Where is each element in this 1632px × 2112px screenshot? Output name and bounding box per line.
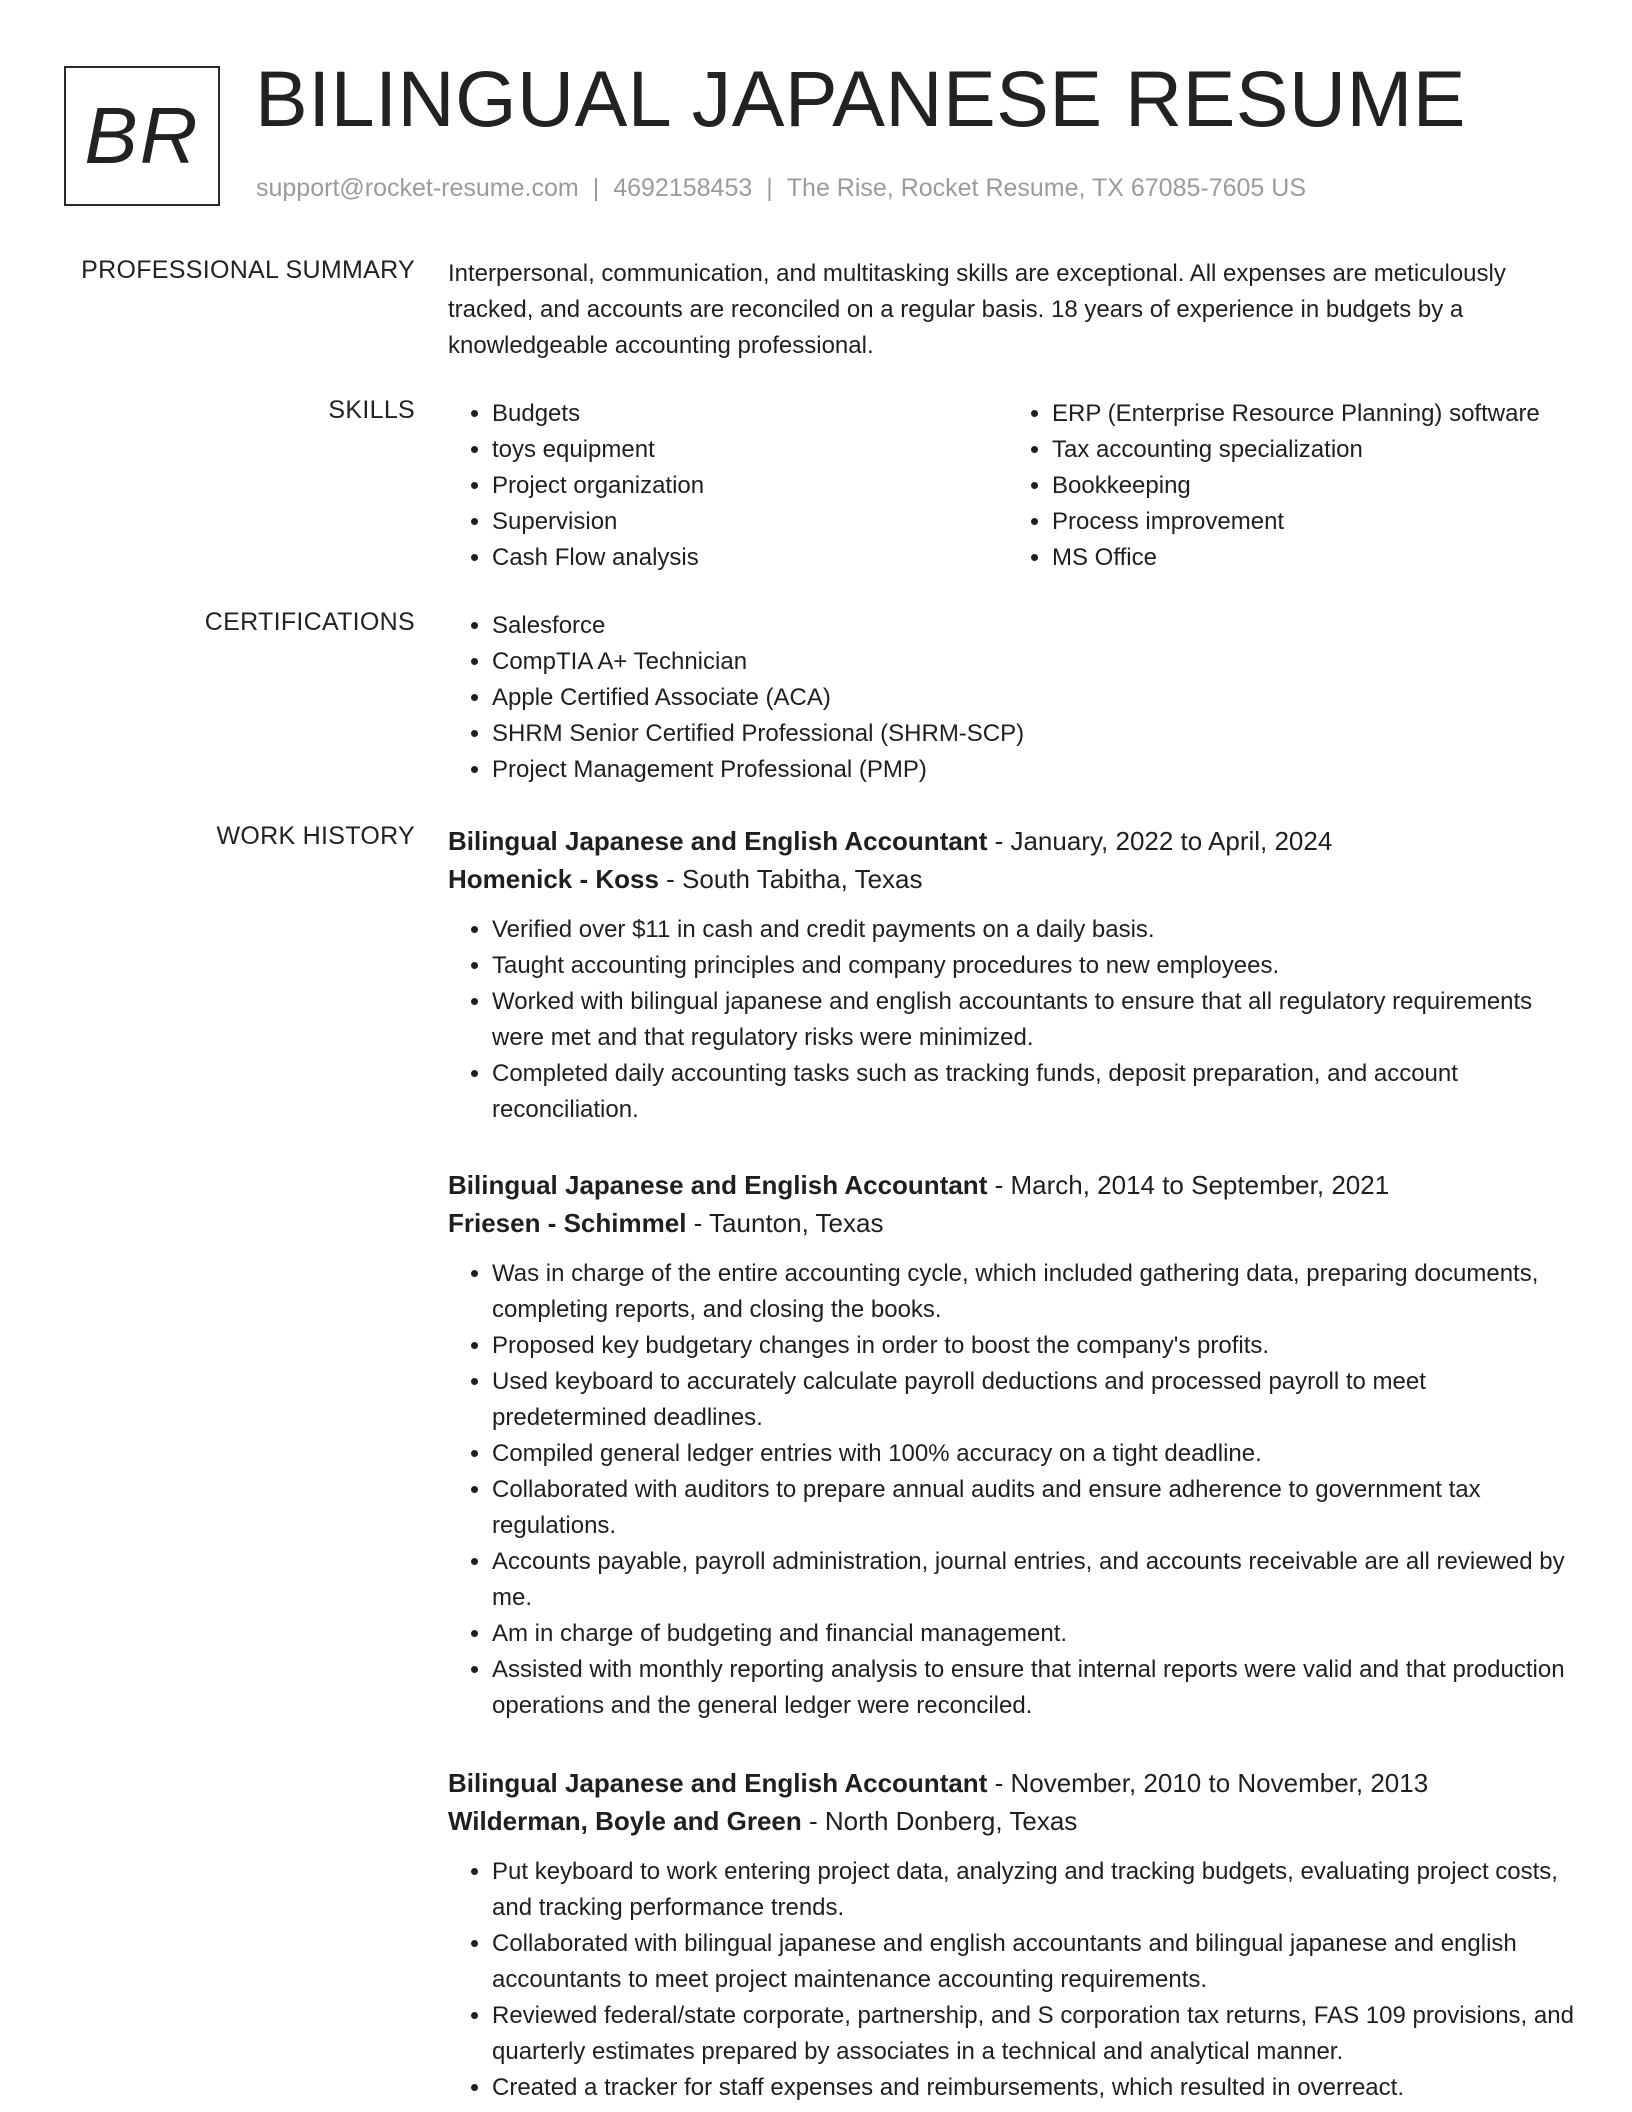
job-company: Wilderman, Boyle and Green	[448, 1806, 802, 1836]
contact-phone[interactable]: 4692158453	[613, 174, 753, 202]
contact-address: The Rise, Rocket Resume, TX 67085-7605 US	[786, 174, 1307, 202]
summary-text: Interpersonal, communication, and multitasking skills are exceptional. All expenses are meticulously tracked, and accounts are reconciled on a regular basis. 18 years of experience in budgets by a knowledgeable accounting professional.	[448, 260, 1506, 359]
job-company: Friesen - Schimmel	[448, 1208, 687, 1238]
job-company-line	[448, 1802, 1578, 1840]
job-title-line	[448, 1764, 1578, 1802]
contact-email[interactable]: support@rocket-resume.com	[256, 174, 579, 202]
skill-item: • Process improvement	[1052, 504, 1568, 540]
skill-item: • Project organization	[492, 468, 1008, 504]
contact-separator: |	[766, 174, 773, 202]
job-dates: - March, 2014 to September, 2021	[987, 1170, 1390, 1200]
skill-item: • Cash Flow analysis	[492, 540, 1008, 576]
job-company: Homenick - Koss	[448, 864, 659, 894]
job-bullet: • Worked with bilingual japanese and english accountants to ensure that all regulatory requirements were met and that regulatory risks were minimized.	[492, 984, 1578, 1056]
job-bullet: • Put keyboard to work entering project data, analyzing and tracking budgets, evaluating project costs, and tracking performance trends.	[492, 1854, 1578, 1926]
skills-list-left	[448, 396, 1008, 576]
skill-item: • Bookkeeping	[1052, 468, 1568, 504]
skills-body	[448, 396, 1568, 576]
job-location: - Taunton, Texas	[686, 1208, 884, 1238]
job-bullet: • Verified over $11 in cash and credit payments on a daily basis.	[492, 912, 1578, 948]
job-title-line	[448, 822, 1578, 860]
job-bullet: • Proposed key budgetary changes in order to boost the company's profits.	[492, 1328, 1578, 1364]
skill-item: • Tax accounting specialization	[1052, 432, 1568, 468]
contact-separator: |	[592, 174, 600, 202]
skills-list-right	[1008, 396, 1568, 576]
certification-item: • Salesforce	[492, 608, 1568, 644]
job-bullet: • Am in charge of budgeting and financial management.	[492, 1616, 1578, 1652]
job-location: - North Donberg, Texas	[801, 1806, 1078, 1836]
job-entry	[448, 822, 1578, 1128]
section-title-work-history: WORK HISTORY	[216, 822, 415, 850]
skill-item: • ERP (Enterprise Resource Planning) software	[1052, 396, 1568, 432]
skill-item: • Supervision	[492, 504, 1008, 540]
job-dates: - November, 2010 to November, 2013	[987, 1768, 1429, 1798]
job-bullet: • Created a tracker for staff expenses and reimbursements, which resulted in overreact.	[492, 2070, 1578, 2106]
monogram-badge	[64, 66, 220, 206]
job-bullet: • Was in charge of the entire accounting cycle, which included gathering data, preparing documents, completing reports, and closing the books.	[492, 1256, 1578, 1328]
certification-item: • SHRM Senior Certified Professional (SHRM-SCP)	[492, 716, 1568, 752]
job-bullets	[448, 912, 1578, 1128]
job-entry	[448, 1166, 1578, 1724]
job-role: Bilingual Japanese and English Accountant	[448, 1768, 988, 1798]
skill-item: • toys equipment	[492, 432, 1008, 468]
resume-title: BILINGUAL JAPANESE RESUME	[255, 54, 1467, 143]
job-bullet: • Taught accounting principles and company procedures to new employees.	[492, 948, 1578, 984]
job-bullet: • Collaborated with bilingual japanese and english accountants and bilingual japanese and english accountants to meet project maintenance accounting requirements.	[492, 1926, 1578, 1998]
section-title-skills: SKILLS	[328, 396, 415, 424]
job-company-line	[448, 1204, 1578, 1242]
certifications-body	[448, 608, 1568, 788]
certification-item: • Project Management Professional (PMP)	[492, 752, 1568, 788]
job-role: Bilingual Japanese and English Accountant	[448, 1170, 988, 1200]
certification-item: • CompTIA A+ Technician	[492, 644, 1568, 680]
certifications-list	[448, 608, 1568, 788]
contact-line	[256, 174, 1306, 203]
certification-item: • Apple Certified Associate (ACA)	[492, 680, 1568, 716]
section-title-summary: PROFESSIONAL SUMMARY	[81, 256, 415, 284]
job-bullets	[448, 1256, 1578, 1724]
skill-item: • MS Office	[1052, 540, 1568, 576]
job-bullet: • Assisted with monthly reporting analysis to ensure that internal reports were valid and that production operations and the general ledger were reconciled.	[492, 1652, 1578, 1724]
job-bullets	[448, 1854, 1578, 2106]
section-title-certifications: CERTIFICATIONS	[204, 608, 415, 636]
job-title-line	[448, 1166, 1578, 1204]
monogram-text: BR	[84, 91, 200, 180]
job-role: Bilingual Japanese and English Accountant	[448, 826, 988, 856]
job-entry	[448, 1764, 1578, 2106]
job-bullet: • Accounts payable, payroll administration, journal entries, and accounts receivable are all reviewed by me.	[492, 1544, 1578, 1616]
job-bullet: • Reviewed federal/state corporate, partnership, and S corporation tax returns, FAS 109 provisions, and quarterly estimates prepared by associates in a technical and analytical manner.	[492, 1998, 1578, 2070]
job-bullet: • Collaborated with auditors to prepare annual audits and ensure adherence to government tax regulations.	[492, 1472, 1578, 1544]
job-location: - South Tabitha, Texas	[658, 864, 923, 894]
job-company-line	[448, 860, 1578, 898]
job-bullet: • Compiled general ledger entries with 100% accuracy on a tight deadline.	[492, 1436, 1578, 1472]
job-dates: - January, 2022 to April, 2024	[987, 826, 1333, 856]
job-bullet: • Completed daily accounting tasks such as tracking funds, deposit preparation, and account reconciliation.	[492, 1056, 1578, 1128]
skill-item: • Budgets	[492, 396, 1008, 432]
job-bullet: • Used keyboard to accurately calculate payroll deductions and processed payroll to meet predetermined deadlines.	[492, 1364, 1578, 1436]
